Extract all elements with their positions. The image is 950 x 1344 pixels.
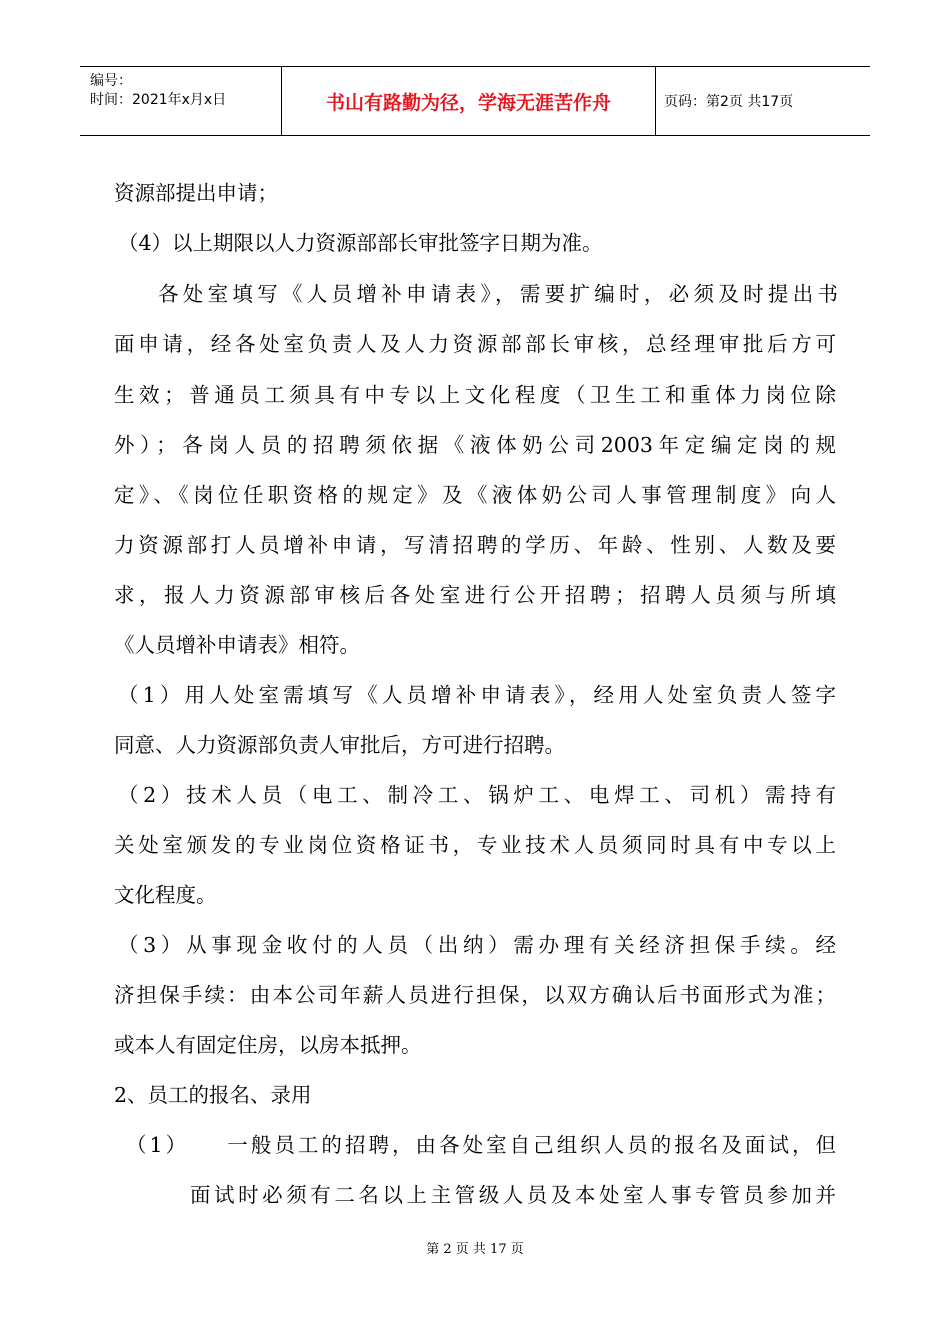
body-line: 各处室填写《人员增补申请表》，需要扩编时，必须及时提出书 [158,282,838,306]
header-date-label: 时间：2021年x月x日 [90,92,227,108]
body-line: （4）以上期限以人力资源部部长审批签字日期为准。 [118,231,603,255]
body-line: 同意、人力资源部负责人审批后，方可进行招聘。 [114,733,565,757]
body-line: （2）技术人员（电工、制冷工、锅炉工、电焊工、司机）需持有 [118,783,836,807]
body-line: 资源部提出申请； [114,181,278,205]
body-line: 或本人有固定住房，以房本抵押。 [114,1033,422,1057]
body-line: （3）从事现金收付的人员（出纳）需办理有关经济担保手续。经 [118,933,836,957]
section-heading: 2、员工的报名、录用 [114,1083,312,1107]
body-line: （1） 一般员工的招聘，由各处室自己组织人员的报名及面试，但 [126,1133,836,1157]
body-line: 力资源部打人员增补申请，写清招聘的学历、年龄、性别、人数及要 [114,533,836,557]
body-line: 生效；普通员工须具有中专以上文化程度（卫生工和重体力岗位除 [114,383,836,407]
page-footer: 第 2 页 共 17 页 [426,1242,524,1257]
body-line: 外）；各岗人员的招聘须依据《液体奶公司2003年定编定岗的规 [114,433,836,457]
body-line: 定》、《岗位任职资格的规定》及《液体奶公司人事管理制度》向人 [114,483,836,507]
body-line: 求，报人力资源部审核后各处室进行公开招聘；招聘人员须与所填 [114,583,836,607]
header-motto: 书山有路勤为径，学海无涯苦作舟 [282,67,656,135]
body-line: （1）用人处室需填写《人员增补申请表》，经用人处室负责人签字 [118,683,836,707]
body-line: 济担保手续：由本公司年薪人员进行担保，以双方确认后书面形式为准； [114,983,836,1007]
body-line: 《人员增补申请表》相符。 [114,633,360,657]
body-line: 文化程度。 [114,883,217,907]
body-line: 面申请，经各处室负责人及人力资源部部长审核，总经理审批后方可 [114,332,836,356]
body-line: 关处室颁发的专业岗位资格证书，专业技术人员须同时具有中专以上 [114,833,836,857]
header-page-info: 页码：第2页 共17页 [664,94,794,110]
body-line: 面试时必须有二名以上主管级人员及本处室人事专管员参加并 [190,1183,836,1207]
header-meta [80,67,282,135]
header-number-label: 编号： [90,73,132,89]
page-header [80,66,870,136]
